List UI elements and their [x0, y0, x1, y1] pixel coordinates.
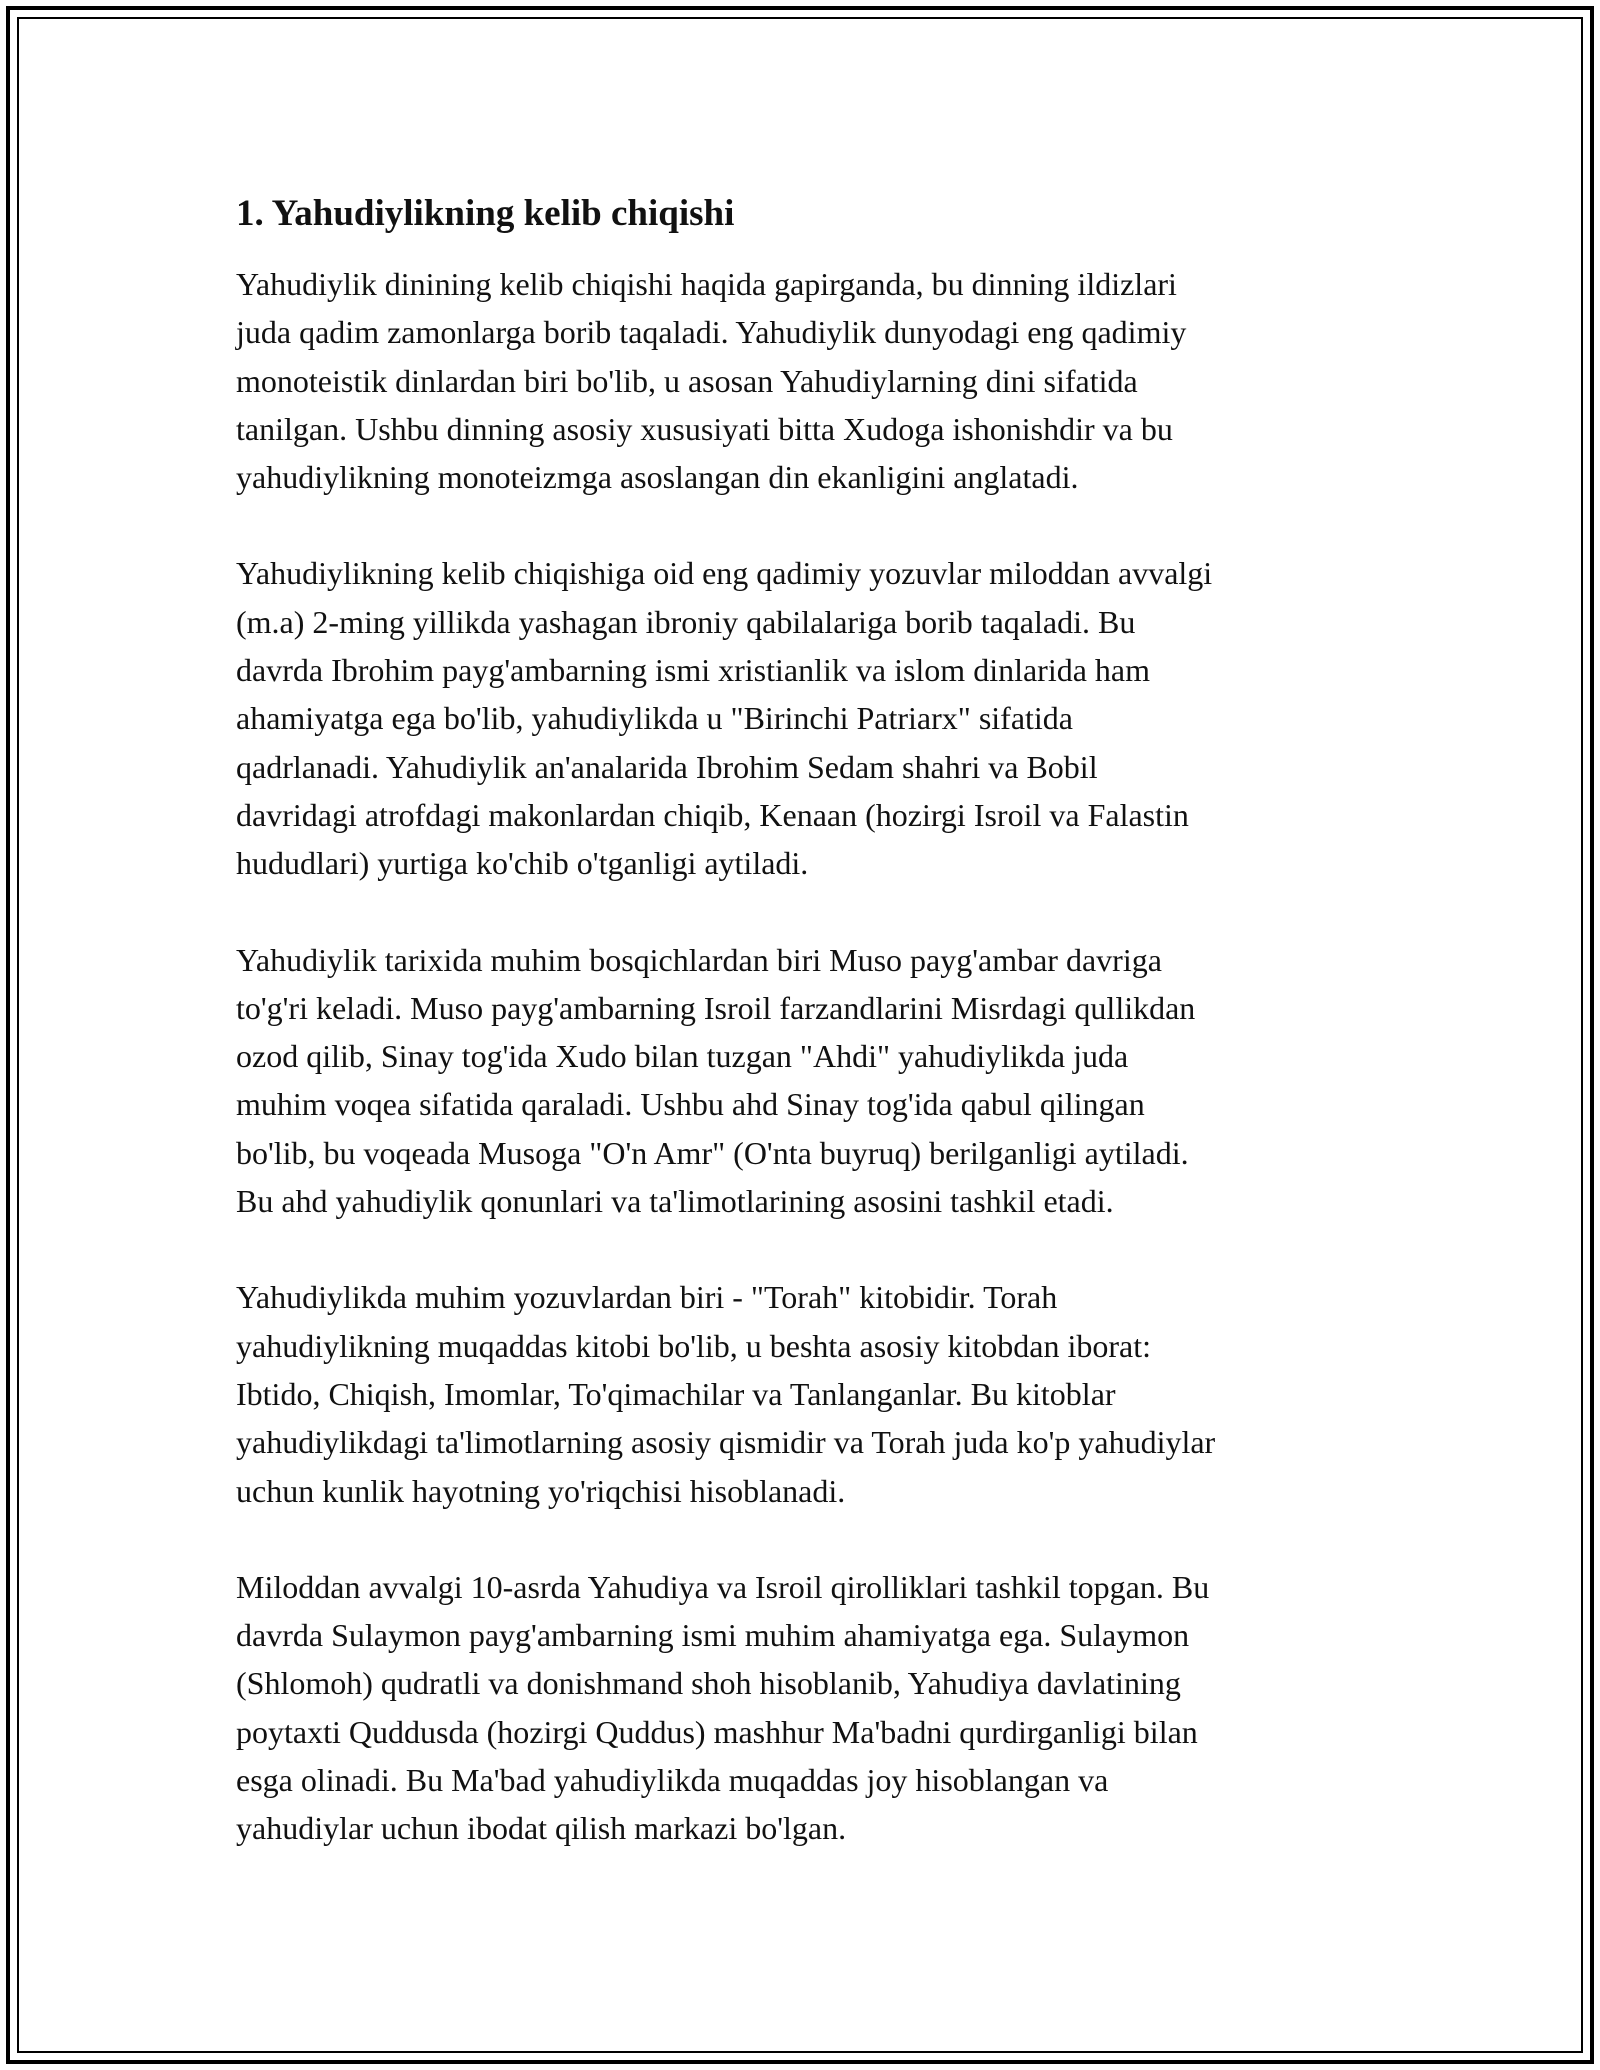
- paragraph-line: (m.a) 2-ming yillikda yashagan ibroniy qabilalariga borib taqaladi. Bu: [236, 603, 1136, 640]
- paragraph-line: Bu ahd yahudiylik qonunlari va ta'limotlarining asosini tashkil etadi.: [236, 1183, 1114, 1220]
- paragraph-line: yahudiylar uchun ibodat qilish markazi bo'lgan.: [236, 1810, 847, 1847]
- paragraph-line: poytaxti Quddusda (hozirgi Quddus) mashhur Ma'badni qurdirganligi bilan: [236, 1713, 1198, 1750]
- paragraph-line: ozod qilib, Sinay tog'ida Xudo bilan tuzgan "Ahdi" yahudiylikda juda: [236, 1038, 1129, 1075]
- paragraph-line: Yahudiylik dinining kelib chiqishi haqida gapirganda, bu dinning ildizlari: [236, 266, 1177, 302]
- paragraph-torah: [236, 1273, 1366, 1514]
- paragraph-origins-intro: [236, 260, 1366, 501]
- paragraph-ibrohim: [236, 549, 1366, 887]
- paragraph-line: Miloddan avvalgi 10-asrda Yahudiya va Isroil qirolliklari tashkil topgan. Bu: [236, 1568, 1210, 1605]
- paragraph-line: yahudiylikdagi ta'limotlarning asosiy qismidir va Torah juda ko'p yahudiylar: [236, 1424, 1216, 1461]
- paragraph-line: davridagi atrofdagi makonlardan chiqib, Kenaan (hozirgi Isroil va Falastin: [236, 796, 1189, 833]
- paragraph-line: (Shlomoh) qudratli va donishmand shoh hisoblanib, Yahudiya davlatining: [236, 1665, 1181, 1702]
- paragraph-line: juda qadim zamonlarga borib taqaladi. Yahudiylik dunyodagi eng qadimiy: [236, 314, 1187, 351]
- paragraph-line: bo'lib, bu voqeada Musoga "O'n Amr" (O'nta buyruq) berilganligi aytiladi.: [236, 1134, 1189, 1171]
- paragraph-line: esga olinadi. Bu Ma'bad yahudiylikda muqaddas joy hisoblangan va: [236, 1762, 1109, 1799]
- paragraph-line: qadrlanadi. Yahudiylik an'analarida Ibrohim Sedam shahri va Bobil: [236, 748, 1098, 785]
- paragraph-line: yahudiylikning monoteizmga asoslangan din ekanligini anglatadi.: [236, 459, 1079, 496]
- document-body: [236, 190, 1366, 1901]
- paragraph-line: Ibtido, Chiqish, Imomlar, To'qimachilar va Tanlanganlar. Bu kitoblar: [236, 1375, 1116, 1412]
- paragraph-line: to'g'ri keladi. Muso payg'ambarning Isroil farzandlarini Misrdagi qullikdan: [236, 989, 1196, 1026]
- paragraph-line: tanilgan. Ushbu dinning asosiy xususiyati bitta Xudoga ishonishdir va bu: [236, 410, 1173, 447]
- paragraph-line: ahamiyatga ega bo'lib, yahudiylikda u "Birinchi Patriarx" sifatida: [236, 700, 1073, 737]
- paragraph-line: Yahudiylikning kelib chiqishiga oid eng qadimiy yozuvlar miloddan avvalgi: [236, 555, 1213, 592]
- paragraph-line: uchun kunlik hayotning yo'riqchisi hisoblanadi.: [236, 1472, 846, 1509]
- paragraph-line: hududlari) yurtiga ko'chib o'tganligi aytiladi.: [236, 845, 809, 882]
- paragraph-line: yahudiylikning muqaddas kitobi bo'lib, u beshta asosiy kitobdan iborat:: [236, 1327, 1151, 1364]
- paragraph-sulaymon: [236, 1563, 1366, 1853]
- paragraph-line: Yahudiylikda muhim yozuvlardan biri - "Torah" kitobidir. Torah: [236, 1279, 1058, 1316]
- paragraph-line: Yahudiylik tarixida muhim bosqichlardan biri Muso payg'ambar davriga: [236, 941, 1162, 978]
- paragraph-line: davrda Ibrohim payg'ambarning ismi xristianlik va islom dinlarida ham: [236, 652, 1151, 689]
- section-heading: 1. Yahudiylikning kelib chiqishi: [236, 193, 735, 234]
- paragraph-line: davrda Sulaymon payg'ambarning ismi muhim ahamiyatga ega. Sulaymon: [236, 1617, 1190, 1654]
- paragraph-line: monoteistik dinlardan biri bo'lib, u asosan Yahudiylarning dini sifatida: [236, 362, 1138, 399]
- paragraph-line: muhim voqea sifatida qaraladi. Ushbu ahd Sinay tog'ida qabul qilingan: [236, 1086, 1145, 1123]
- paragraph-muso: [236, 936, 1366, 1226]
